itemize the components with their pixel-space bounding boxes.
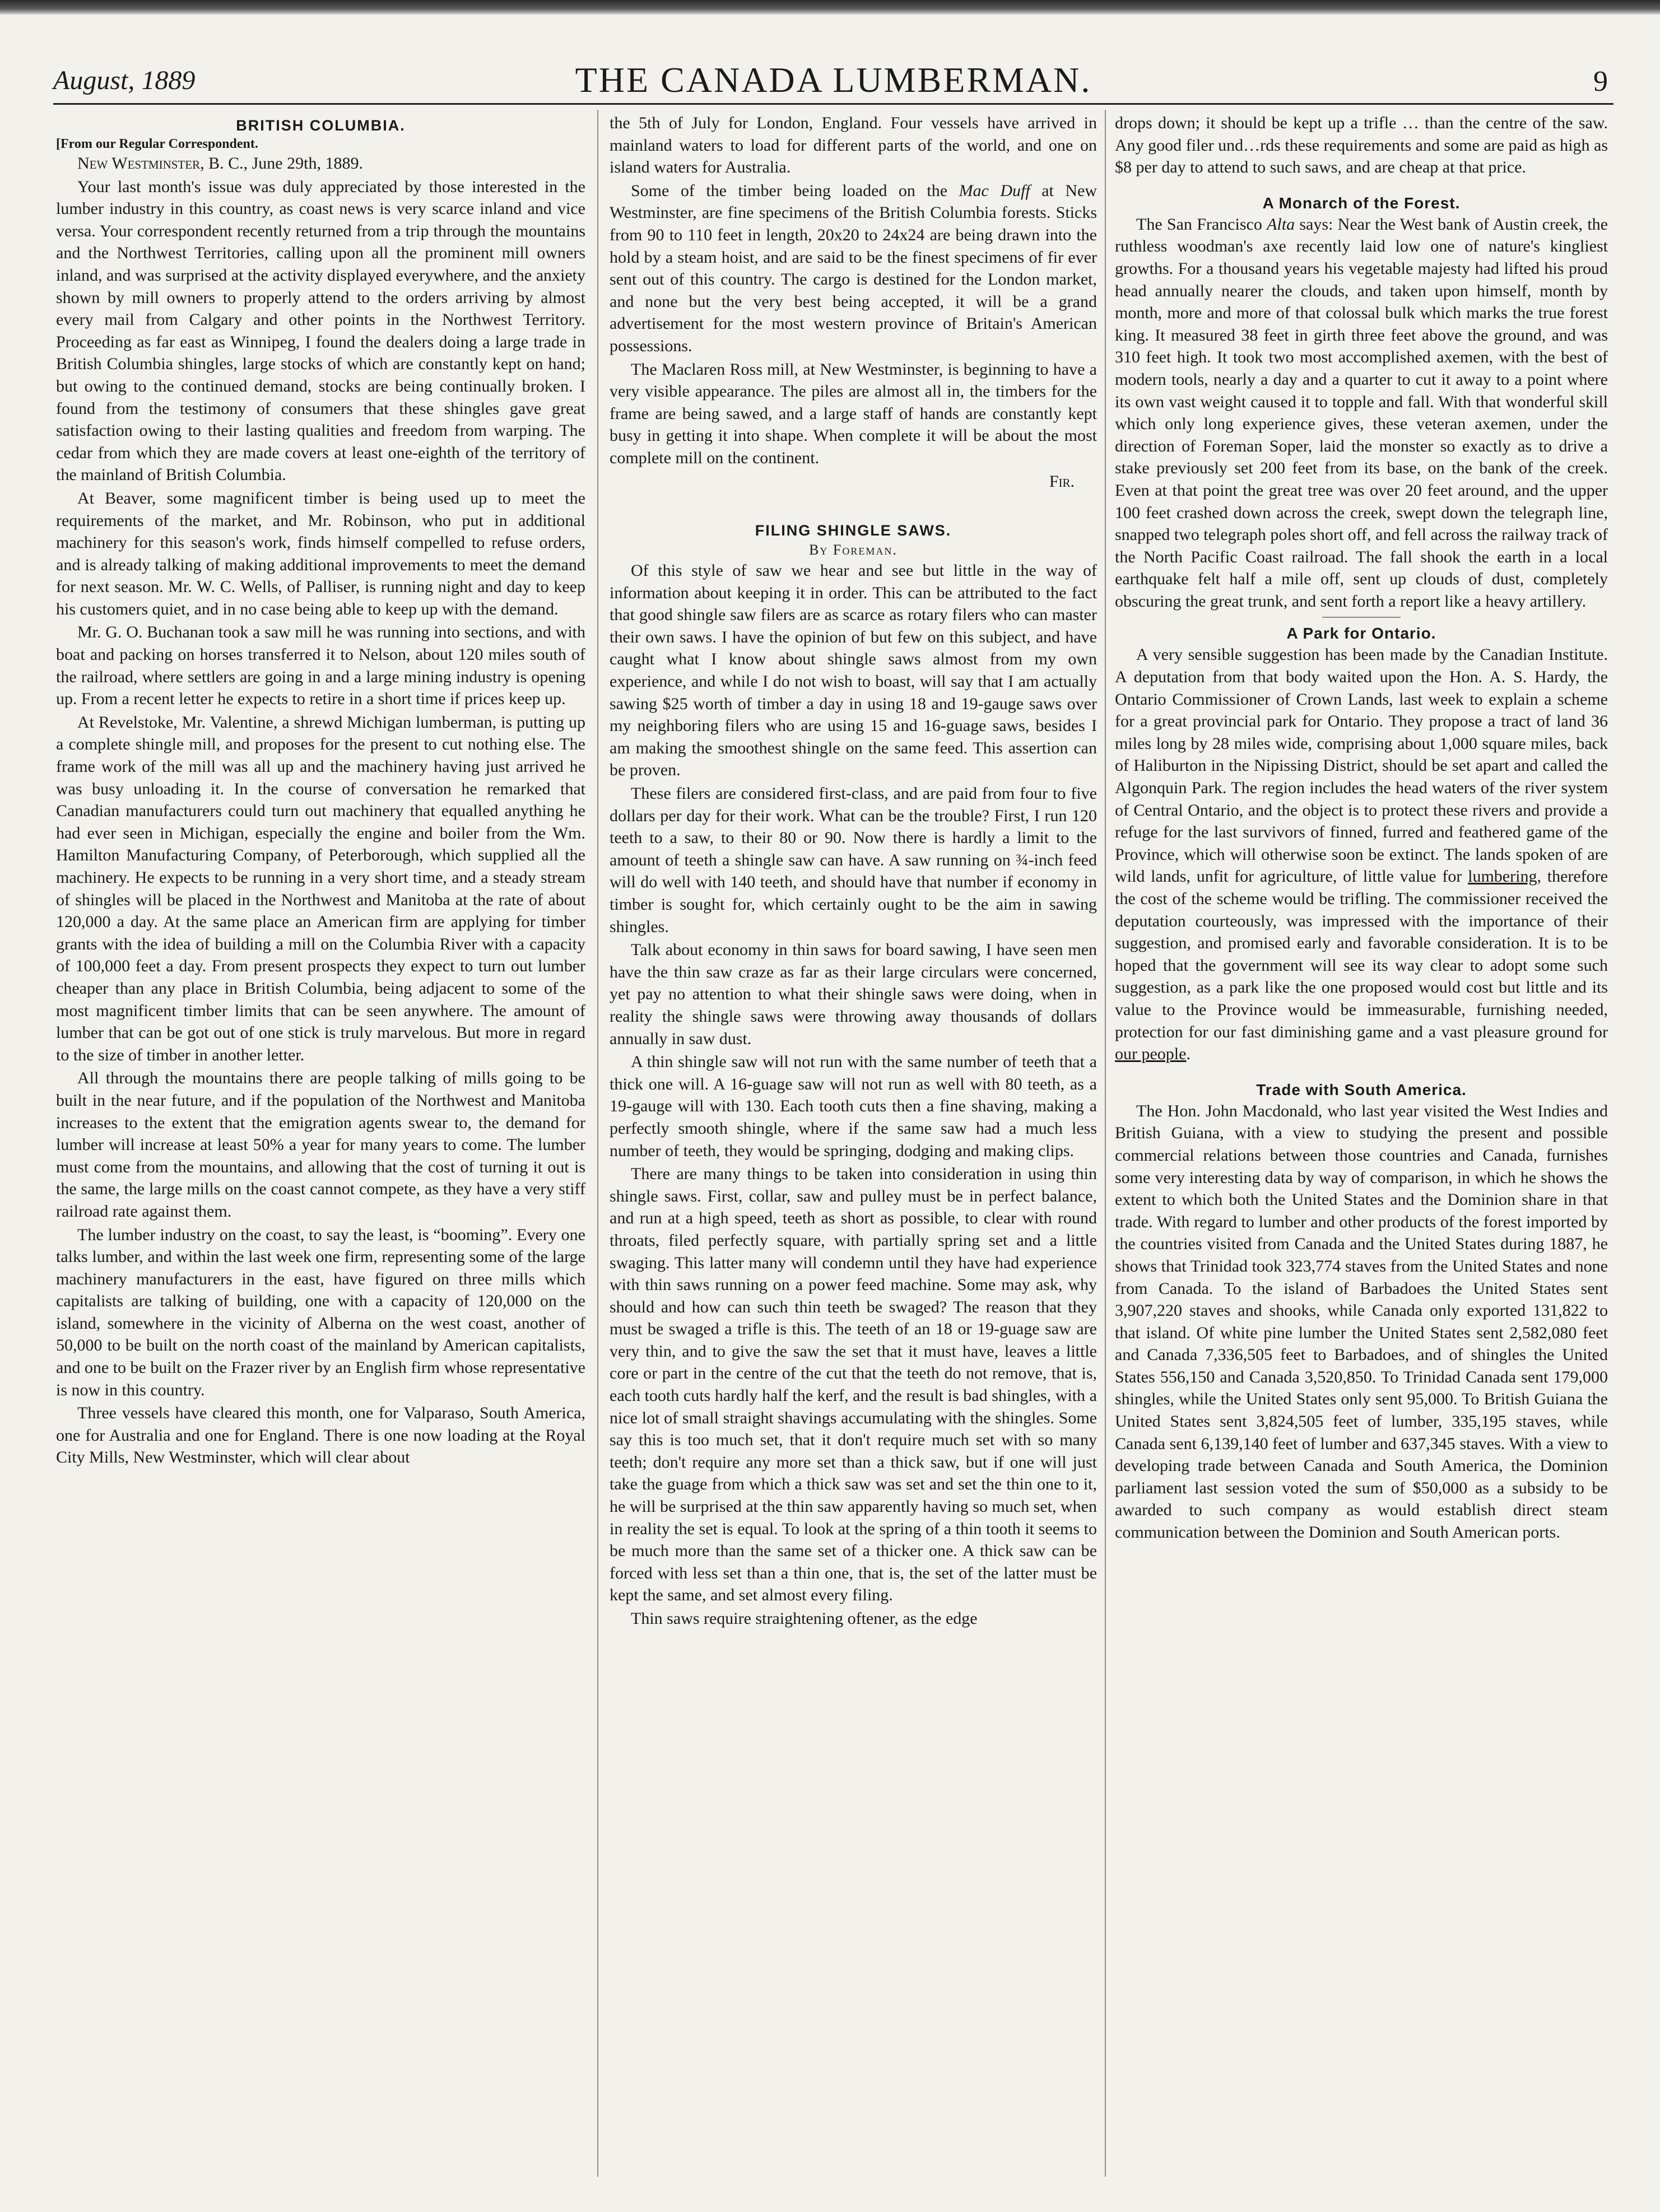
column-rule-2 xyxy=(1105,110,1106,2177)
article-title-park-for-ontario: A Park for Ontario. xyxy=(1286,625,1436,642)
article-title-monarch-of-the-forest: A Monarch of the Forest. xyxy=(1262,194,1461,212)
paragraph xyxy=(1115,213,1608,613)
paragraph: The Maclaren Ross mill, at New Westminster, is beginning to have a very visible appearance. The piles are almost all in, the timbers for the frame are being sawed, and a large staff of hands are constantly kept busy in getting it into shape. When complete it will be about the most complete mill on the continent. xyxy=(610,360,1097,467)
section-divider xyxy=(1322,617,1401,618)
scan-top-edge xyxy=(0,0,1660,15)
paragraph: There are many things to be taken into consideration in using thin shingle saws. First, collar, saw and pulley must be in perfect balance, and run at a high speed, teeth as short as possible, to clear with round throats, filed perfectly square, with partially spring set and a little swaging. This latter many will condemn until they have had experience with thin saws running on a power feed machine. Some may ask, why should and how can such thin teeth be swaged? The reason that they must be swaged a trifle is this. The teeth of an 18 or 19-guage saw are very thin, and to give the saw the set that it must have, leaves a little core or part in the centre of the cut that the teeth do not remove, that is, each tooth cuts hardly half the kerf, and the result is bad shingles, with a nice lot of small straight shavings accumulating with the shingles. Some say this is too much set, that it don't require much set with so many teeth; don't require any more set than a thick saw, but if one will just take the guage from which a thick saw was set and set the thin one to it, he will be surprised at the thin saw apparently having so much set, when in reality the set is equal. To look at the spring of a thin tooth it seems to be much more than the same set of a thicker one. A thick saw can be forced with less set than a thin one, that is, the set of the latter must be kept the same, and set almost every filing. xyxy=(610,1165,1097,1605)
text-run: at New Westminster, are fine specimens of the British Columbia forests. Sticks from 90 to 110 feet in length, 20x20 to 24x24 are being drawn into the hold by a steam hoist, and are said to be the finest specimens of fir ever sent out of this country. The cargo is destined for the London market, and none but the very best being accepted, it will be a grand advertisement for the most western province of Britain's American possessions. xyxy=(610,181,1097,355)
page-header xyxy=(53,55,1613,105)
paragraph: Talk about economy in thin saws for board sawing, I have seen men have the thin saw craze as far as their large circulars were concerned, yet pay no attention to what their shingle saws were doing, when in reality the shingle saws were throwing away thousands of dollars annually in saw dust. xyxy=(610,940,1097,1048)
paragraph: Three vessels have cleared this month, one for Valparaso, South America, one for Australia and one for England. There is one now loading at the Royal City Mills, New Westminster, which will clear about xyxy=(56,1404,585,1467)
column-2 xyxy=(610,112,1097,2185)
paragraph: These filers are considered first-class, and are paid from four to five dollars per day for their work. What can be the trouble? First, I run 120 teeth to a saw, to their 80 or 90. Now there is hardly a limit to the amount of teeth a shingle saw can have. A saw running on ¾-inch feed will do well with 140 teeth, and should have that number if economy in timber is sought for, which certainly ought to be the aim in sawing shingles. xyxy=(610,784,1097,936)
spacer xyxy=(1115,1067,1608,1077)
paragraph: The lumber industry on the coast, to say the least, is “booming”. Every one talks lumber, and within the last week one firm, representing some of the large machinery manufacturers in the east, have figured on three mills which capitalists are talking of building, one with a capacity of 120,000 on the island, somewhere in the vicinity of Alberna on the west coast, another of 50,000 to be built on the north coast of the mainland by American capitalists, and one to be built on the Frazer river by an English firm whose representative is now in this country. xyxy=(56,1225,585,1399)
correspondent-note: [From our Regular Correspondent. xyxy=(56,137,258,151)
article-title-filing-shingle-saws: FILING SHINGLE SAWS. xyxy=(755,522,952,539)
spacer xyxy=(1115,180,1608,190)
dateline xyxy=(56,152,585,175)
paragraph: drops down; it should be kept up a trifle … than the centre of the saw. Any good filer und…rds these requirements and some are paid as high as $8 per day to attend to such saws, and are cheap at that price. xyxy=(1115,114,1608,177)
paragraph: Mr. G. O. Buchanan took a saw mill he was running into sections, and with boat and packing on horses transferred it to Nelson, about 120 miles south of the railroad, where settlers are going in and a large mining industry is opening up. From a recent letter he expects to retire in a short time if prices keep up. xyxy=(56,623,585,709)
paragraph: At Beaver, some magnificent timber is being used up to meet the requirements of the market, and Mr. Robinson, who put in additional machinery for this season's work, finds himself compelled to refuse orders, and is already talking of making additional improvements to meet the demand for next season. Mr. W. C. Wells, of Palliser, is running night and day to keep his customers quiet, and in no case being able to keep up with the demand. xyxy=(56,488,585,618)
paragraph: Your last month's issue was duly appreciated by those interested in the lumber industry in this country, as coast news is very scarce inland and vice versa. Your correspondent recently returned from a trip through the mountains and the Northwest Territories, calling upon all the prominent mill owners inland, and was surprised at the activity displayed everywhere, and the anxiety shown by mill owners to properly attend to the orders arriving by almost every mail from Calgary and other points in the Northwest Territory. Proceeding as far east as Winnipeg, I found the dealers doing a large trade in British Columbia shingles, large stocks of which are constantly kept on hand; but owing to the continued demand, stocks are being continually broken. I found from the testimony of consumers that these shingles gave great satisfaction owing to their lasting qualities and freedom from warping. The cedar from which they are made covers at least one-eighth of the territory of the mainland of British Columbia. xyxy=(56,177,585,485)
ship-name: Mac Duff xyxy=(959,181,1030,200)
underlined-phrase: our people xyxy=(1115,1045,1187,1064)
paragraph: Thin saws require straightening oftener, as the edge xyxy=(631,1609,978,1628)
paragraph: Of this style of saw we hear and see but little in the way of information about keeping it in order. This can be attributed to the fact that good shingle saw filers are as scarce as rotary filers who can master their own saws. I have the opinion of but few on this subject, and have caught what I know about shingle saws almost from my own experience, and while I do not wish to boast, will say that I am actually sawing $25 worth of timber a day in using 18 and 19-gauge saws over my neighboring filers who are using 15 and 16-guage saws, besides I am making the smoothest shingle on the same feed. This assertion can be proven. xyxy=(610,561,1097,780)
text-run: , therefore the cost of the scheme would be trifling. The commissioner received the deputation courteously, was impressed with the importance of their suggestion, and promised early and favorable consideration. It is to be hoped that the government will see its way clear to adopt some such suggestion, as a park like the one proposed would cost but little and its value to the Province would be immeasurable, furnishing needed, protection for our fast diminishing game and a vast pleasure ground for xyxy=(1115,867,1608,1041)
text-run: says: Near the West bank of Austin creek, the ruthless woodman's axe recently laid low one of nature's kingliest growths. For a thousand years his vegetable majesty had lifted his proud head annually nearer the clouds, and taken upon himself, month by month, more and more of that colossal bulk which marks the true forest king. It measured 38 feet in girth three feet above the ground, and was 310 feet high. It took two most accomplished axemen, with the best of modern tools, nearly a day and a quarter to cut it away to a point where its own vast weight caused it to topple and fall. With that wonderful skill which only long experience gives, these veteran axemen, under the direction of Foreman Soper, laid the monster so exactly as to drive a stake previously set 200 feet from its base, on the bank of the creek. Even at that point the great tree was over 20 feet around, and the upper 100 feet crashed down across the creek, swept down the telegraph line, snapped two telegraph poles short off, and fell across the railway track of the North Pacific Coast railroad. The fall shook the earth in a local earthquake felt half a mile off, sent up clouds of dust, completely obscuring the great trunk, and sent forth a report like a heavy artillery. xyxy=(1115,215,1608,611)
paragraph: At Revelstoke, Mr. Valentine, a shrewd Michigan lumberman, is putting up a complete shingle mill, and proposes for the present to cut nothing else. The frame work of the mill was all up and the machinery having just arrived he was busy unloading it. In the course of conversation he remarked that Canadian manufacturers could turn out machinery that equalled anything he had ever seen in Michigan, especially the engine and boiler from the Wm. Hamilton Manufacturing Company, of Peterborough, which supplied all the machinery. He expects to be running in a very short time, and a steady stream of shingles will be placed in the Northwest and Manitoba at the rate of about 120,000 a day. At the same place an American firm are applying for timber grants with the idea of building a mill on the Columbia River with a capacity of 100,000 feet a day. From present prospects they expect to turn out lumber cheaper than any place in British Columbia, being adjacent to some of the most magnificent timber limits that can be seen anywhere. The amount of lumber that can be got out of one stick is truly marvelous. But more in regard to the size of timber in another letter. xyxy=(56,713,585,1064)
column-rule-1 xyxy=(597,110,598,2177)
text-run: A very sensible suggestion has been made by the Canadian Institute. A deputation from that body waited upon the Hon. A. S. Hardy, the Ontario Commissioner of Crown Lands, last week to explain a scheme for a great provincial park for Ontario. They propose a tract of land 36 miles long by 28 miles wide, comprising about 1,000 square miles, back of Haliburton in the Nipissing District, should be set apart and called the Algonquin Park. The region includes the head waters of the river system of Central Ontario, and the object is to protect these rivers and provide a refuge for the last survivors of finned, furred and feathered game of the Province, which will otherwise soon be extinct. The lands spoken of are wild lands, unfit for agriculture, of little value for xyxy=(1115,645,1608,886)
dateline-place: New Westminster xyxy=(77,154,201,173)
column-3 xyxy=(1115,112,1608,2185)
signature: Fir. xyxy=(1049,472,1075,491)
paragraph: the 5th of July for London, England. Four vessels have arrived in mainland waters to load for different parts of the world, and one on island waters for Australia. xyxy=(610,114,1097,177)
article-title-british-columbia: BRITISH COLUMBIA. xyxy=(236,117,406,134)
byline: By Foreman. xyxy=(809,542,898,558)
paragraph: The Hon. John Macdonald, who last year visited the West Indies and British Guiana, with a view to studying the present and possible commercial relations between those countries and Canada, furnishes some very interesting data by way of comparison, in which he shows the extent to which both the United States and the Dominion share in that trade. With regard to lumber and other products of the forest imported by the countries visited from Canada and the United States during 1887, he shows that Trinidad took 323,774 staves from the United States and none from Canada. To the island of Barbadoes the United States sent 3,907,220 staves and shooks, while Canada only exported 131,822 to that island. Of white pine lumber the United States sent 2,582,080 feet and Canada 7,336,505 feet to Barbadoes, and of shingles the United States 556,150 and Canada 3,520,850. To Trinidad Canada sent 179,000 shingles, while the United States only sent 95,000. To British Guiana the United States sent 3,824,505 feet of lumber, 335,195 staves, while Canada sent 6,139,140 feet of lumber and 637,345 staves. With a view to developing trade between Canada and South America, the Dominion parliament last session voted the sum of $50,000 as a subsidy to be awarded to such company as would establish direct steam communication between the Dominion and South American ports. xyxy=(1115,1101,1608,1542)
text-run: . xyxy=(1186,1045,1191,1064)
column-1 xyxy=(56,112,585,2185)
newspaper-title: THE CANADA LUMBERMAN. xyxy=(575,60,1092,100)
paragraph: All through the mountains there are people talking of mills going to be built in the near future, and if the population of the Northwest and Manitoba increases to the extent that the emigration agents swear to, the demand for lumber will increase at least 50% a year for many years to come. The lumber must come from the mountains, and allowing that the cost of turning it out is the same, the large mills on the coast cannot compete, as they have a very stiff railroad rate against them. xyxy=(56,1069,585,1221)
paragraph: A thin shingle saw will not run with the same number of teeth that a thick one will. A 16-guage saw will not run as well with 80 teeth, as a 19-gauge will with 130. Each tooth cuts then a fine shaving, making a perfectly smooth shingle, where if the same saw had a much less number of teeth, they would be springing, dodging and making clips. xyxy=(610,1053,1097,1160)
spacer xyxy=(610,492,1097,517)
article-title-trade-with-south-america: Trade with South America. xyxy=(1256,1081,1467,1098)
paragraph xyxy=(610,180,1097,357)
issue-date: August, 1889 xyxy=(53,66,196,95)
underlined-word: lumbering xyxy=(1468,867,1537,886)
header-rule xyxy=(53,103,1613,105)
text-run: Some of the timber being loaded on the xyxy=(631,181,959,200)
dateline-rest: , B. C., June 29th, 1889. xyxy=(200,154,363,173)
newspaper-name: Alta xyxy=(1267,215,1295,234)
page-number: 9 xyxy=(1593,66,1608,97)
text-run: The San Francisco xyxy=(1136,215,1267,234)
paragraph xyxy=(1115,644,1608,1065)
